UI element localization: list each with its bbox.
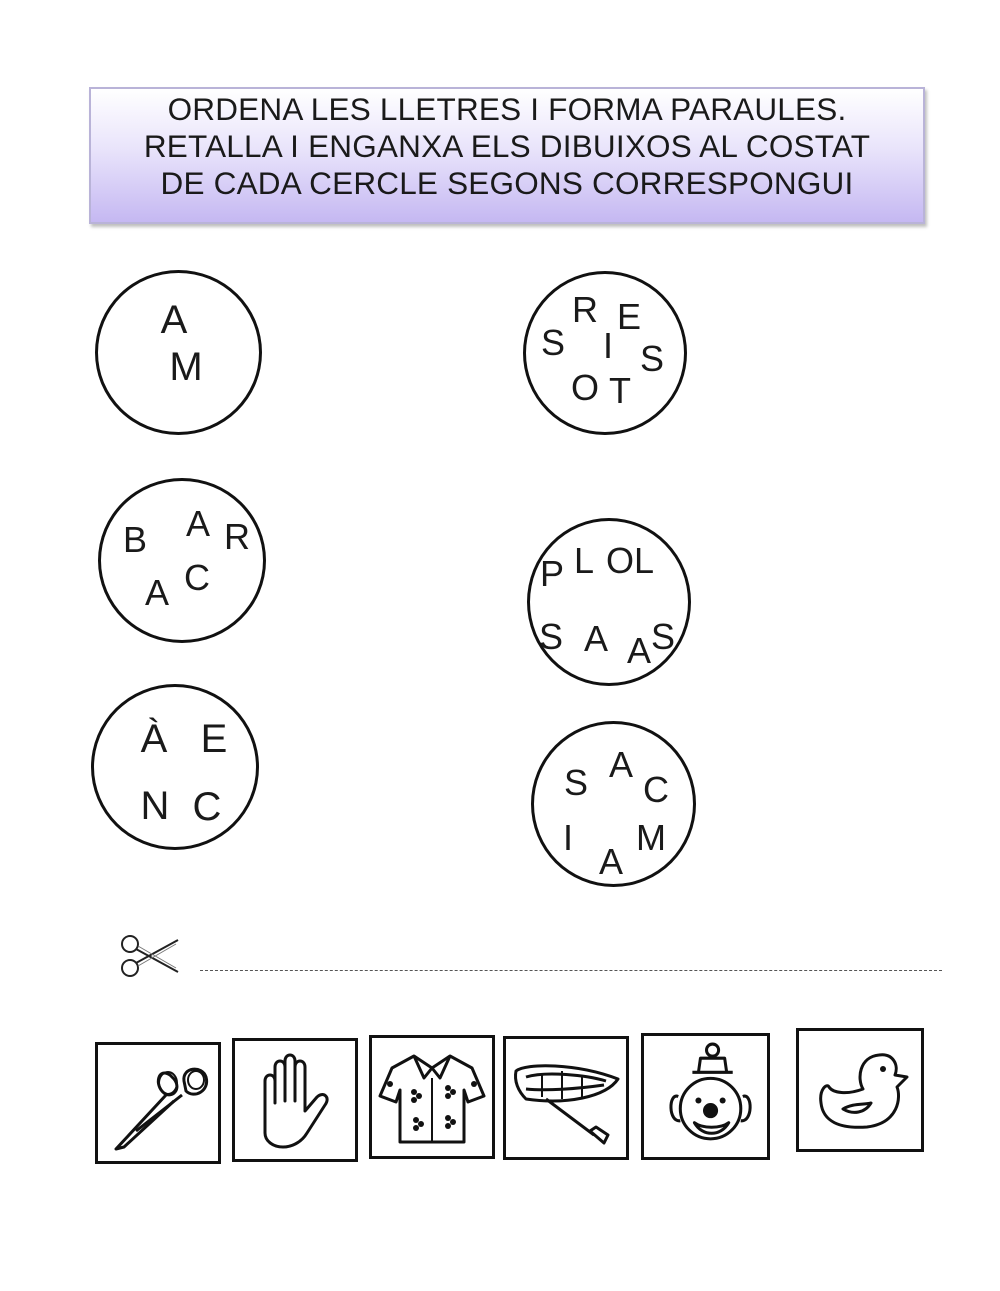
letter-circle-5: [91, 684, 259, 850]
instruction-line-2: RETALLA I ENGANXA ELS DIBUIXOS AL COSTAT: [143, 128, 871, 164]
letter: C: [192, 785, 222, 829]
letter: À: [140, 717, 168, 761]
instruction-line-1: ORDENA LES LLETRES I FORMA PARAULES.: [167, 91, 847, 127]
letter: A: [160, 298, 188, 342]
letter: A: [185, 503, 211, 544]
scissors-icon: [118, 932, 182, 980]
letter: L: [573, 540, 595, 581]
letter: A: [144, 572, 170, 613]
letter: S: [639, 338, 665, 379]
letter: R: [572, 289, 598, 330]
letter: O: [570, 367, 600, 408]
letter: P: [539, 553, 565, 594]
instructions-banner: [89, 87, 925, 224]
card-boat[interactable]: [503, 1036, 629, 1160]
scissors-icon: [98, 1045, 218, 1161]
letter: T: [609, 370, 631, 411]
instruction-line-3: DE CADA CERCLE SEGONS CORRESPONGUI: [160, 165, 854, 201]
letter-circle-1: [95, 270, 262, 435]
letter: C: [643, 769, 669, 810]
cut-line: [200, 970, 942, 971]
letter: M: [169, 345, 203, 389]
letter: N: [140, 784, 170, 828]
letter: S: [538, 616, 564, 657]
letter: A: [626, 630, 652, 671]
letter-circle-3: [98, 478, 266, 643]
card-hand[interactable]: [232, 1038, 358, 1162]
letter: S: [540, 322, 566, 363]
clown-icon: [644, 1036, 767, 1157]
letter: E: [616, 296, 642, 337]
card-clown[interactable]: [641, 1033, 770, 1160]
letter: C: [184, 557, 210, 598]
letter: S: [563, 762, 589, 803]
letter: OL: [605, 540, 655, 581]
letter-circle-6: [531, 721, 696, 887]
card-shirt[interactable]: [369, 1035, 495, 1159]
card-duck[interactable]: [796, 1028, 924, 1152]
letter: R: [224, 516, 250, 557]
boat-icon: [506, 1039, 626, 1157]
letter: I: [602, 325, 614, 366]
letter: E: [200, 717, 228, 761]
letter-circle-2: [523, 271, 687, 435]
shirt-icon: [372, 1038, 492, 1156]
letter-circle-4: [527, 518, 691, 686]
duck-icon: [799, 1031, 921, 1149]
letter: S: [650, 616, 676, 657]
letter: I: [562, 817, 574, 858]
letter: M: [636, 817, 666, 858]
letter: A: [608, 744, 634, 785]
letter: A: [598, 841, 624, 882]
letter: B: [122, 519, 148, 560]
card-scissors[interactable]: [95, 1042, 221, 1164]
hand-icon: [235, 1041, 355, 1159]
letter: A: [583, 618, 609, 659]
